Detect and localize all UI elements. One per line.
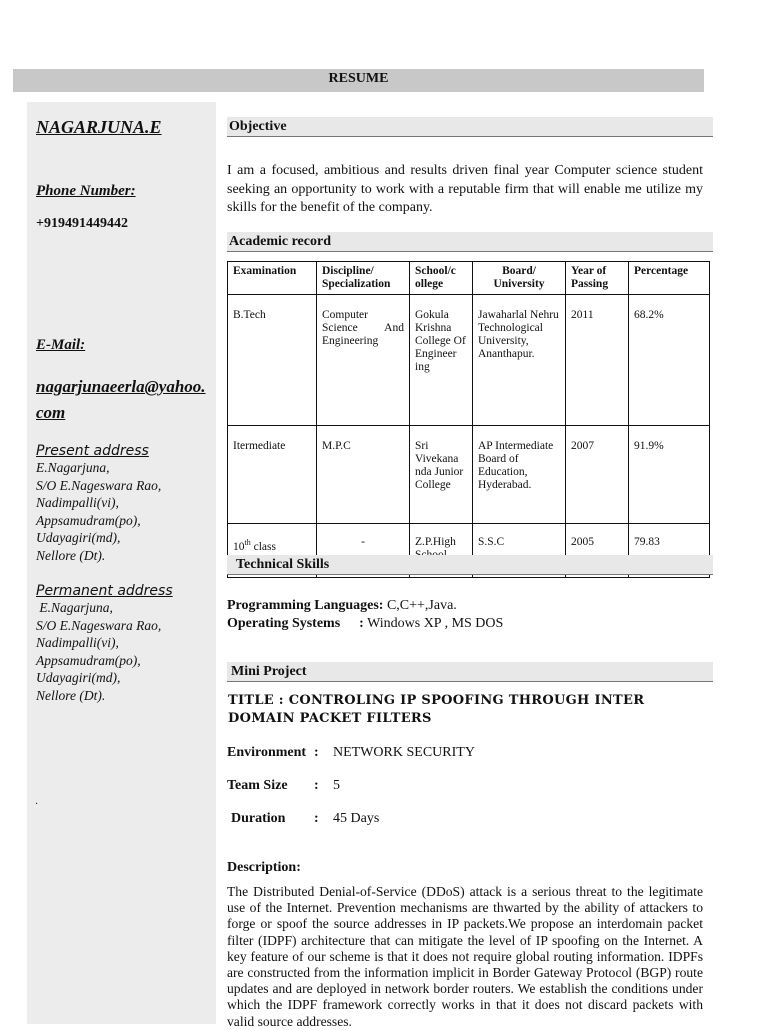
address-line: E.Nagarjuna, (36, 600, 113, 615)
address-line: Appsamudram(po), (36, 512, 141, 528)
project-title: TITLE : CONTROLING IP SPOOFING THROUGH INTER DOMAIN PACKET FILTERS (228, 693, 645, 726)
objective-text: I am a focused, ambitious and results driven final year Computer science student seeking an opportunity to work with a reputable firm that will enable me utilize my skills for the benefit of the company. (227, 163, 703, 215)
environment-value: NETWORK SECURITY (333, 745, 475, 760)
programming-languages-label: Programming Languages: (227, 598, 384, 613)
column-header: Board/ University (473, 262, 566, 295)
table-cell: - (317, 524, 410, 578)
address-line: Nellore (Dt). (36, 687, 106, 703)
programming-languages-value: C,C++,Java. (383, 598, 457, 613)
address-line: S/O E.Nageswara Rao, (36, 477, 162, 493)
operating-systems-line (227, 616, 503, 632)
table-cell: 91.9% (629, 426, 710, 524)
column-header: Examination (228, 262, 317, 295)
address-line: Nellore (Dt). (36, 547, 106, 563)
present-address-block (36, 443, 161, 565)
operating-systems-label: Operating Systems (227, 616, 341, 631)
duration-value: 45 Days (333, 811, 380, 826)
phone-label: Phone Number: (36, 183, 136, 199)
table-cell: Itermediate (228, 426, 317, 524)
address-line: S/O E.Nageswara Rao, (36, 617, 162, 633)
environment-label: Environment (227, 745, 307, 760)
table-cell: Sri Vivekana nda Junior College (410, 426, 473, 524)
team-size-value: 5 (333, 778, 340, 793)
permanent-address-heading: Permanent address (36, 583, 173, 599)
team-size-colon: : (314, 778, 319, 793)
programming-languages-line (227, 598, 457, 614)
address-line: Nadimpalli(vi), (36, 635, 119, 651)
table-cell: B.Tech (228, 295, 317, 426)
table-cell: 2007 (566, 426, 629, 524)
table-cell: Z.P.High (410, 524, 473, 578)
address-line: Appsamudram(po), (36, 652, 141, 668)
team-size-label: Team Size (227, 778, 288, 793)
duration-colon: : (314, 811, 319, 826)
present-address-heading: Present address (36, 443, 149, 459)
address-line: Udayagiri(md), (36, 530, 121, 546)
address-line: E.Nagarjuna, (36, 460, 110, 475)
tenth-number: 10 (233, 540, 245, 553)
table-cell: AP Intermediate Board of Education, Hyderabad. (473, 426, 566, 524)
address-line: Nadimpalli(vi), (36, 495, 119, 511)
table-row (228, 295, 710, 426)
table-cell: M.P.C (317, 426, 410, 524)
present-address-lines (36, 459, 161, 565)
description-label: Description: (227, 860, 301, 875)
address-line: Udayagiri(md), (36, 670, 121, 686)
description-text: The Distributed Denial-of-Service (DDoS) attack is a serious threat to the legitimate use of the Internet. Prevention mechanisms are thwarted by the ability of attackers to forge or spoof the source addresses in IP packets.We propose an interdomain packet filter (IDPF) architecture that can mitigate the level of IP spoofing on the Internet. A key feature of our scheme is that it does not require global routing information. IDPFs are constructed from the information implicit in Border Gateway Protocol (BGP) route updates and are deployed in network border routers. We establish the conditions under which the IDPF framework correctly works in that it does not discard packets with valid source addresses. (227, 884, 703, 1029)
duration-label: Duration (231, 811, 286, 826)
table-cell: Gokula Krishna College Of Engineer ing (410, 295, 473, 426)
table-cell: Jawaharlal Nehru Technological University, Ananthapur. (473, 295, 566, 426)
column-header: Year of Passing (566, 262, 629, 295)
table-header-row (228, 262, 710, 295)
permanent-address-block (36, 583, 173, 705)
candidate-name: NAGARJUNA.E (36, 117, 162, 137)
email-label: E-Mail: (36, 337, 86, 353)
technical-skills-heading: Technical Skills (227, 555, 713, 575)
table-cell: S.S.C (473, 524, 566, 578)
academic-heading: Academic record (227, 232, 713, 252)
objective-heading: Objective (227, 117, 713, 137)
operating-systems-colon: : (359, 616, 364, 631)
column-header: School/c ollege (410, 262, 473, 295)
tenth-superscript: th (244, 538, 251, 547)
table-cell: 68.2% (629, 295, 710, 426)
email-link[interactable]: nagarjunaeerla@yahoo.com (36, 377, 206, 422)
environment-colon: : (314, 745, 319, 760)
table-cell: 2005 (566, 524, 629, 578)
stray-dot: . (35, 796, 39, 807)
operating-systems-value: Windows XP , MS DOS (363, 616, 504, 631)
academic-table (227, 261, 710, 578)
table-cell: 79.83 (629, 524, 710, 578)
column-header: Discipline/ Specialization (317, 262, 410, 295)
resume-title: RESUME (13, 69, 704, 92)
mini-project-heading: Mini Project (227, 662, 713, 682)
table-cell: Computer Science And Engineering (317, 295, 410, 426)
permanent-address-lines (36, 599, 173, 705)
tenth-suffix: class (250, 540, 276, 553)
table-row (228, 426, 710, 524)
phone-number: +919491449442 (36, 216, 128, 231)
column-header: Percentage (629, 262, 710, 295)
table-cell: 2011 (566, 295, 629, 426)
